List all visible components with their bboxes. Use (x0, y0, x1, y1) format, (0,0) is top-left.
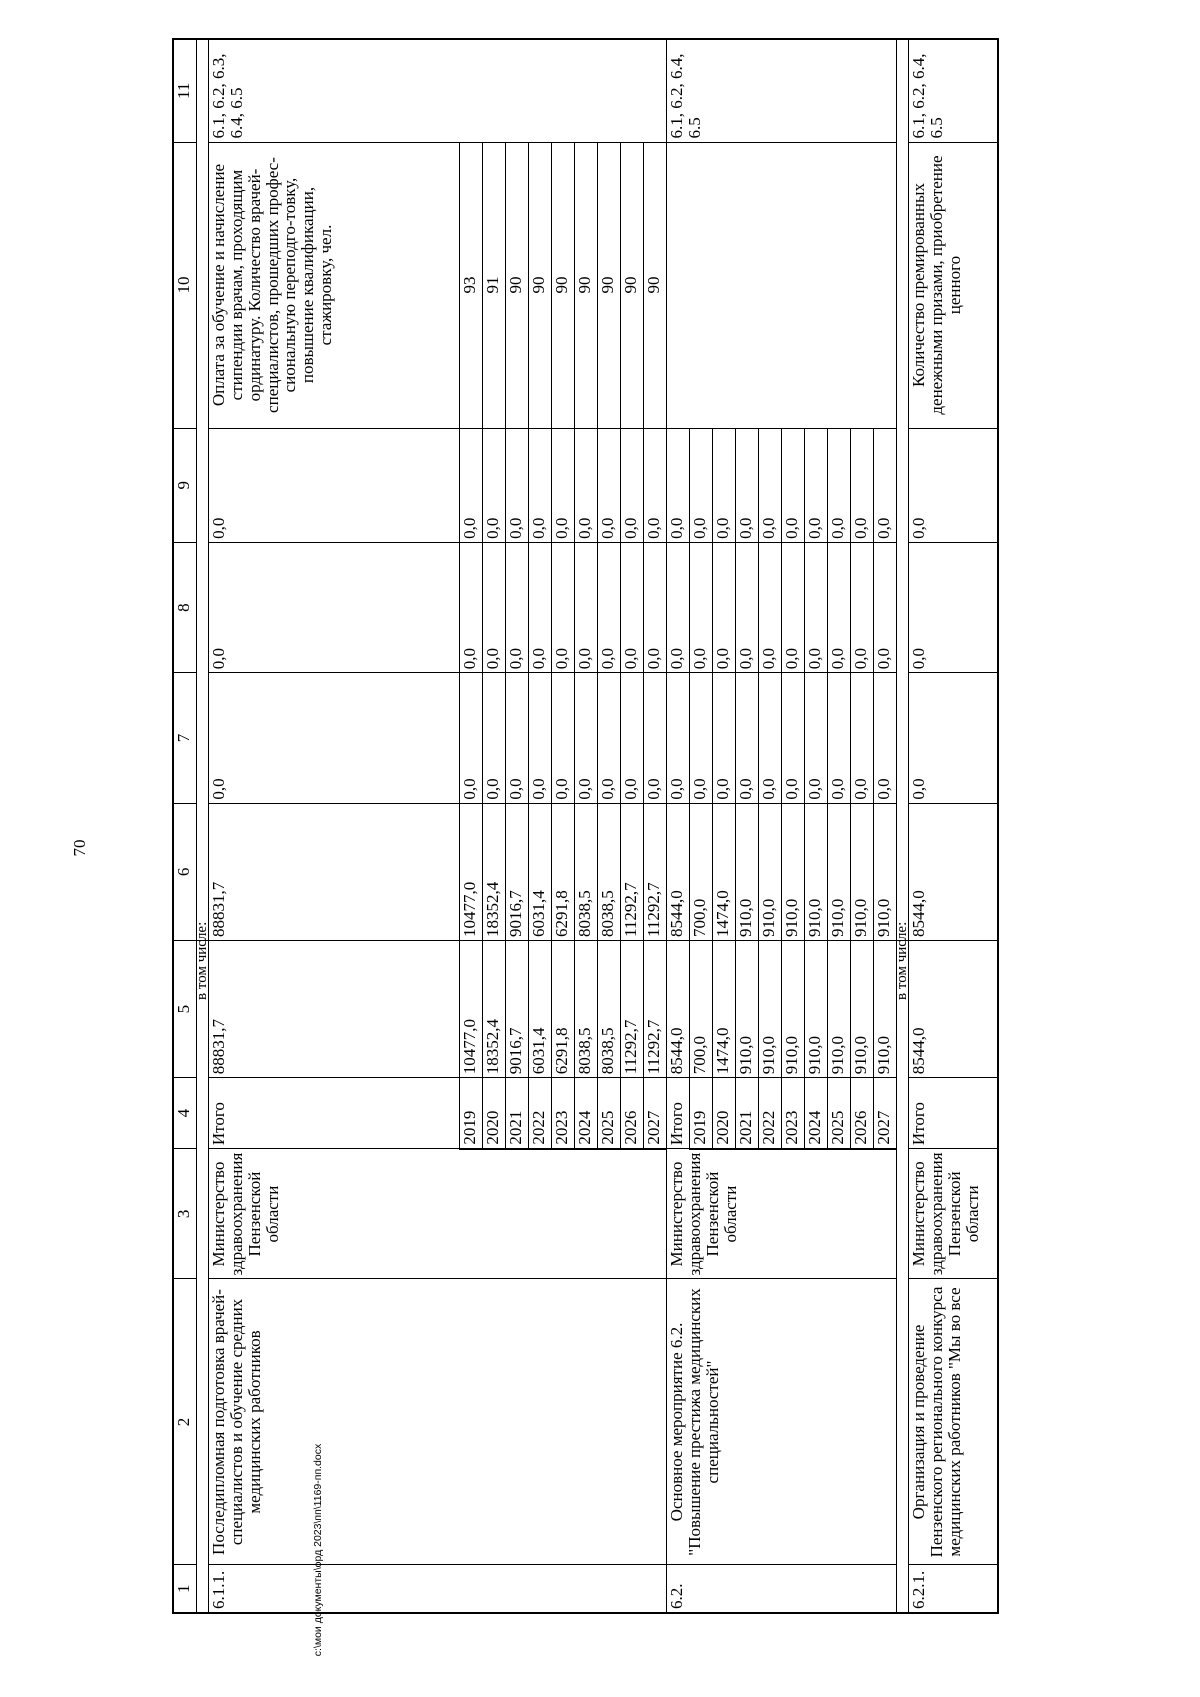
cell-c5: 910,0 (759, 940, 782, 1077)
cell-c7: 0,0 (483, 673, 506, 803)
table-row (209, 39, 460, 1613)
indicator-value: 90 (598, 142, 621, 428)
cell-c8: 0,0 (713, 542, 736, 672)
year-cell: 2027 (874, 1078, 897, 1149)
cell-c7: 0,0 (598, 673, 621, 803)
total-label: Итого (909, 1078, 999, 1149)
column-header: 5 (173, 940, 197, 1077)
year-cell: 2024 (575, 1078, 598, 1149)
cell-c5: 11292,7 (621, 940, 644, 1077)
column-header: 10 (173, 142, 197, 428)
cell-c5: 910,0 (805, 940, 828, 1077)
column-header-row (173, 39, 197, 1613)
cell-c7: 0,0 (874, 673, 897, 803)
year-cell: 2022 (529, 1078, 552, 1149)
indicator-text: Количество премированных денежными призами, приобретение ценного (909, 142, 999, 428)
year-cell: 2019 (690, 1078, 713, 1149)
year-cell: 2020 (713, 1078, 736, 1149)
cell-c5: 6031,4 (529, 940, 552, 1077)
cell-c6: 11292,7 (644, 803, 667, 940)
cell-c8: 0,0 (828, 542, 851, 672)
executor: Министерство здравоохранения Пензенской области (667, 1149, 897, 1279)
in-total-band-row (197, 39, 209, 1613)
cell-c6: 10477,0 (460, 803, 483, 940)
cell-c5: 910,0 (736, 940, 759, 1077)
cell-c6: 8544,0 (667, 803, 690, 940)
column-header: 1 (173, 1565, 197, 1613)
year-cell: 2023 (782, 1078, 805, 1149)
cell-c9: 0,0 (621, 428, 644, 542)
cell-c5: 11292,7 (644, 940, 667, 1077)
cell-c6: 8544,0 (909, 803, 999, 940)
cell-c6: 700,0 (690, 803, 713, 940)
cell-c8: 0,0 (782, 542, 805, 672)
cell-c6: 910,0 (828, 803, 851, 940)
cell-c5: 6291,8 (552, 940, 575, 1077)
tasks-ref: 6.1, 6.2, 6.3, 6.4, 6.5 (209, 39, 667, 142)
indicator-value: 90 (506, 142, 529, 428)
cell-c8: 0,0 (805, 542, 828, 672)
indicator-value: 90 (575, 142, 598, 428)
year-cell: 2027 (644, 1078, 667, 1149)
cell-c9: 0,0 (690, 428, 713, 542)
indicator-value: 90 (644, 142, 667, 428)
year-cell: 2025 (828, 1078, 851, 1149)
indicator-text: Оплата за обучение и начисление стипендии врачам, проходящим ординатуру. Количество врачей-специалистов, прошедших профес-сиональную переподго-товку, повышение квалификации, стажировку, чел. (209, 142, 460, 428)
cell-c5: 8544,0 (909, 940, 999, 1077)
cell-c6: 6291,8 (552, 803, 575, 940)
column-header: 7 (173, 673, 197, 803)
cell-c9: 0,0 (667, 428, 690, 542)
cell-c7: 0,0 (552, 673, 575, 803)
activity-name: Организация и проведение Пензенского регионального конкурса медицинских работников "Мы во все (909, 1279, 999, 1565)
cell-c9: 0,0 (598, 428, 621, 542)
cell-c6: 910,0 (759, 803, 782, 940)
cell-c8: 0,0 (529, 542, 552, 672)
cell-c5: 910,0 (851, 940, 874, 1077)
cell-c7: 0,0 (909, 673, 999, 803)
cell-c8: 0,0 (506, 542, 529, 672)
cell-c9: 0,0 (828, 428, 851, 542)
column-header: 11 (173, 39, 197, 142)
table-row (909, 39, 999, 1613)
table-row (667, 39, 690, 1613)
year-cell: 2019 (460, 1078, 483, 1149)
indicator-text (667, 142, 897, 428)
footer-file-path: c:\мои документы\орд 2023\пп\1169-пп.docx (312, 1443, 324, 1657)
cell-c6: 910,0 (874, 803, 897, 940)
indicator-value: 90 (529, 142, 552, 428)
cell-c8: 0,0 (621, 542, 644, 672)
cell-c8: 0,0 (736, 542, 759, 672)
year-cell: 2023 (552, 1078, 575, 1149)
total-label: Итого (667, 1078, 690, 1149)
cell-c9: 0,0 (575, 428, 598, 542)
year-cell: 2024 (805, 1078, 828, 1149)
year-cell: 2025 (598, 1078, 621, 1149)
cell-c6: 88831,7 (209, 803, 460, 940)
year-cell: 2021 (736, 1078, 759, 1149)
cell-c5: 910,0 (828, 940, 851, 1077)
cell-c8: 0,0 (598, 542, 621, 672)
cell-c9: 0,0 (506, 428, 529, 542)
cell-c5: 9016,7 (506, 940, 529, 1077)
year-cell: 2026 (621, 1078, 644, 1149)
cell-c6: 910,0 (805, 803, 828, 940)
column-header: 9 (173, 428, 197, 542)
cell-c7: 0,0 (506, 673, 529, 803)
column-header: 2 (173, 1279, 197, 1565)
cell-c5: 8038,5 (598, 940, 621, 1077)
cell-c7: 0,0 (644, 673, 667, 803)
cell-c9: 0,0 (782, 428, 805, 542)
year-cell: 2020 (483, 1078, 506, 1149)
page-number: 70 (70, 839, 89, 857)
cell-c6: 910,0 (851, 803, 874, 940)
indicator-value: 90 (621, 142, 644, 428)
in-total-label: в том числе: (897, 39, 909, 940)
cell-c8: 0,0 (575, 542, 598, 672)
cell-c8: 0,0 (851, 542, 874, 672)
tasks-ref: 6.1, 6.2, 6.4, 6.5 (667, 39, 897, 142)
cell-c6: 9016,7 (506, 803, 529, 940)
cell-c6: 1474,0 (713, 803, 736, 940)
cell-c7: 0,0 (460, 673, 483, 803)
cell-c9: 0,0 (552, 428, 575, 542)
activity-name: Последипломная подготовка врачей-специалистов и обучение средних медицинских работников (209, 1279, 667, 1565)
cell-c6: 8038,5 (575, 803, 598, 940)
cell-c5: 18352,4 (483, 940, 506, 1077)
column-header: 6 (173, 803, 197, 940)
cell-c7: 0,0 (529, 673, 552, 803)
cell-c9: 0,0 (483, 428, 506, 542)
cell-c8: 0,0 (483, 542, 506, 672)
executor: Министерство здравоохранения Пензенской области (209, 1149, 667, 1279)
activity-name: Основное мероприятие 6.2. "Повышение престижа медицинских специальностей" (667, 1279, 897, 1565)
cell-c6: 6031,4 (529, 803, 552, 940)
year-cell: 2026 (851, 1078, 874, 1149)
in-total-label: в том числе: (197, 39, 209, 940)
indicator-value: 91 (483, 142, 506, 428)
row-number: 6.2.1. (909, 1565, 999, 1613)
column-header: 3 (173, 1149, 197, 1279)
cell-c5: 1474,0 (713, 940, 736, 1077)
cell-c9: 0,0 (851, 428, 874, 542)
cell-c6: 18352,4 (483, 803, 506, 940)
cell-c8: 0,0 (552, 542, 575, 672)
cell-c5: 910,0 (874, 940, 897, 1077)
cell-c9: 0,0 (759, 428, 782, 542)
cell-c7: 0,0 (759, 673, 782, 803)
cell-c7: 0,0 (851, 673, 874, 803)
cell-c8: 0,0 (460, 542, 483, 672)
in-total-band-row (897, 39, 909, 1613)
cell-c6: 910,0 (736, 803, 759, 940)
cell-c5: 8038,5 (575, 940, 598, 1077)
cell-c6: 8038,5 (598, 803, 621, 940)
cell-c9: 0,0 (529, 428, 552, 542)
indicator-value: 90 (552, 142, 575, 428)
cell-c7: 0,0 (736, 673, 759, 803)
cell-c6: 910,0 (782, 803, 805, 940)
tasks-ref: 6.1, 6.2, 6.4, 6.5 (909, 39, 999, 142)
indicator-value: 93 (460, 142, 483, 428)
year-cell: 2022 (759, 1078, 782, 1149)
year-cell: 2021 (506, 1078, 529, 1149)
cell-c9: 0,0 (909, 428, 999, 542)
row-number: 6.2. (667, 1565, 897, 1613)
cell-c8: 0,0 (909, 542, 999, 672)
cell-c7: 0,0 (621, 673, 644, 803)
executor: Министерство здравоохранения Пензенской области (909, 1149, 999, 1279)
cell-c8: 0,0 (690, 542, 713, 672)
cell-c9: 0,0 (209, 428, 460, 542)
cell-c8: 0,0 (759, 542, 782, 672)
column-header: 4 (173, 1078, 197, 1149)
cell-c7: 0,0 (690, 673, 713, 803)
cell-c9: 0,0 (805, 428, 828, 542)
cell-c5: 10477,0 (460, 940, 483, 1077)
cell-c8: 0,0 (209, 542, 460, 672)
cell-c5: 910,0 (782, 940, 805, 1077)
cell-c9: 0,0 (736, 428, 759, 542)
cell-c7: 0,0 (828, 673, 851, 803)
document-page (172, 38, 1080, 1614)
cell-c7: 0,0 (575, 673, 598, 803)
cell-c9: 0,0 (713, 428, 736, 542)
cell-c5: 8544,0 (667, 940, 690, 1077)
total-label: Итого (209, 1078, 460, 1149)
cell-c7: 0,0 (782, 673, 805, 803)
cell-c8: 0,0 (644, 542, 667, 672)
cell-c7: 0,0 (713, 673, 736, 803)
row-number: 6.1.1. (209, 1565, 667, 1613)
program-table (172, 38, 999, 1614)
cell-c7: 0,0 (209, 673, 460, 803)
cell-c9: 0,0 (874, 428, 897, 542)
cell-c9: 0,0 (644, 428, 667, 542)
cell-c9: 0,0 (460, 428, 483, 542)
cell-c5: 700,0 (690, 940, 713, 1077)
cell-c7: 0,0 (805, 673, 828, 803)
cell-c5: 88831,7 (209, 940, 460, 1077)
cell-c6: 11292,7 (621, 803, 644, 940)
column-header: 8 (173, 542, 197, 672)
cell-c8: 0,0 (667, 542, 690, 672)
cell-c7: 0,0 (667, 673, 690, 803)
cell-c8: 0,0 (874, 542, 897, 672)
